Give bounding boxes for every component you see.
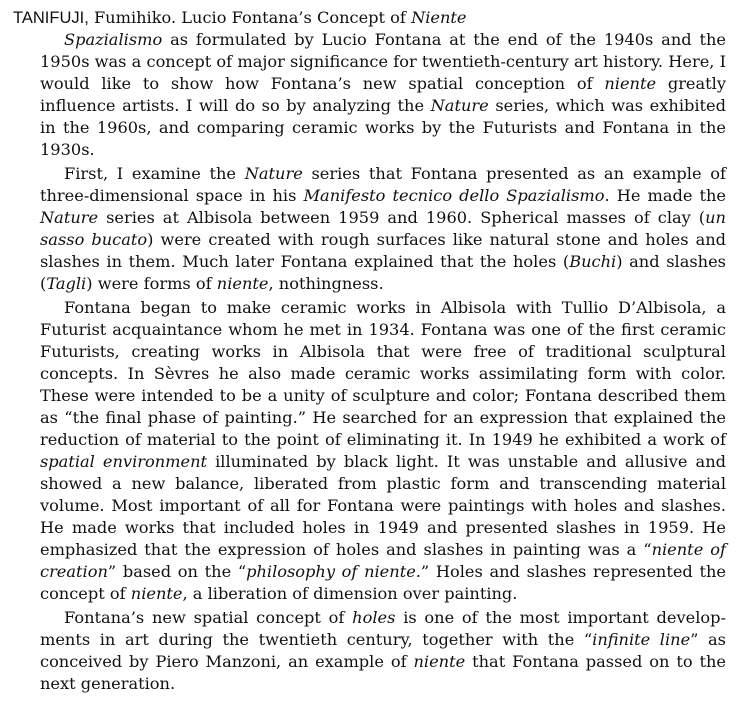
italic-term: niente: [413, 652, 466, 671]
abstract-header: [13, 7, 726, 29]
paragraph-text: series at Albisola between 1959 and 1960. Spherical masses of clay (: [106, 208, 706, 227]
italic-term: Tagli: [46, 274, 87, 293]
paragraph-2: [40, 163, 726, 295]
italic-term: Nature: [244, 164, 303, 183]
italic-term: niente: [216, 274, 269, 293]
paragraph-text: ” as conceived by Piero Manzoni, an example of: [40, 630, 726, 671]
italic-term: niente: [604, 74, 657, 93]
italic-term: niente: [130, 584, 183, 603]
paragraph-text: First, I examine the: [64, 164, 237, 183]
italic-term: un sasso bucato: [40, 208, 726, 249]
paragraph-text: ) were forms of: [86, 274, 212, 293]
paragraph-text: , nothingness.: [268, 274, 384, 293]
paragraph-text: as formulated by Lucio Fontana at the end of the 1940s and the 1950s was a concept of major significance for twentieth-century art history. Here, I would like to show how Fontana’s new spatial conception of: [40, 30, 726, 93]
paragraph-text: that Fontana passed on to the next generation.: [40, 652, 726, 693]
italic-term: niente of creation: [40, 540, 726, 581]
italic-term: infinite line: [592, 630, 691, 649]
paragraph-text: series, which was exhibited in the 1960s, and comparing ceramic works by the Futurists and Fontana in the 1930s.: [40, 96, 726, 159]
author-surname: TANIFUJI,: [13, 9, 89, 27]
paragraph-3: [40, 297, 726, 605]
paragraph-text: series that Fontana presented as an example of three-dimensional space in his: [40, 164, 726, 205]
paragraph-text: Fontana’s new spatial concept of: [64, 608, 345, 627]
paragraph-text: ) and slashes (: [40, 252, 726, 293]
italic-term: philosophy of niente.: [246, 562, 421, 581]
paragraph-4: [40, 607, 726, 695]
article-title-italic: Niente: [411, 8, 467, 27]
italic-term: spatial environment: [40, 452, 208, 471]
paragraph-text: greatly influence artists. I will do so by analyzing the: [40, 74, 726, 115]
paragraph-text: ” based on the “: [107, 562, 247, 581]
italic-term: Nature: [40, 208, 99, 227]
paragraph-text: ) were created with rough surfaces like natural stone and holes and slashes in them. Much later Fontana explained that the holes (: [40, 230, 727, 271]
paragraph-text: is one of the most important developments in art during the twentieth century, together with the “: [40, 608, 726, 649]
paragraph-text: illuminated by black light. It was unstable and allusive and showed a new balance, liberated from plastic form and transcending material volume. Most important of all for Fontana were paintings with holes and slashes. He made works that included holes in 1949 and presented slashes in 1959. He emphasized that the expression of holes and slashes in painting was a “: [40, 452, 726, 559]
italic-term: holes: [352, 608, 396, 627]
author-given-name: Fumihiko.: [93, 8, 177, 27]
paragraph-text: , a liberation of dimension over painting.: [182, 584, 518, 603]
paragraph-text: ” Holes and slashes represented the concept of: [40, 562, 726, 603]
paragraph-1: [40, 29, 726, 161]
article-title: Lucio Fontana’s Concept of: [181, 8, 406, 27]
italic-term: Spazialismo: [64, 30, 163, 49]
italic-term: Nature: [430, 96, 489, 115]
italic-term: Manifesto tecnico dello Spazialismo: [303, 186, 605, 205]
paragraph-text: Fontana began to make ceramic works in Albisola with Tullio D’Albisola, a Futurist acquaintance whom he met in 1934. Fontana was one of the first ceramic Futurists, creating works in Albisola that were free of traditional sculptural concepts. In Sèvres he also made ceramic works assimilating form with color. These were intended to be a unity of sculpture and color; Fontana described them as “the final phase of painting.” He searched for an expression that explained the reduction of material to the point of eliminating it. In 1949 he exhibited a work of: [40, 298, 726, 449]
italic-term: Buchi: [569, 252, 617, 271]
paragraph-text: . He made the: [604, 186, 727, 205]
